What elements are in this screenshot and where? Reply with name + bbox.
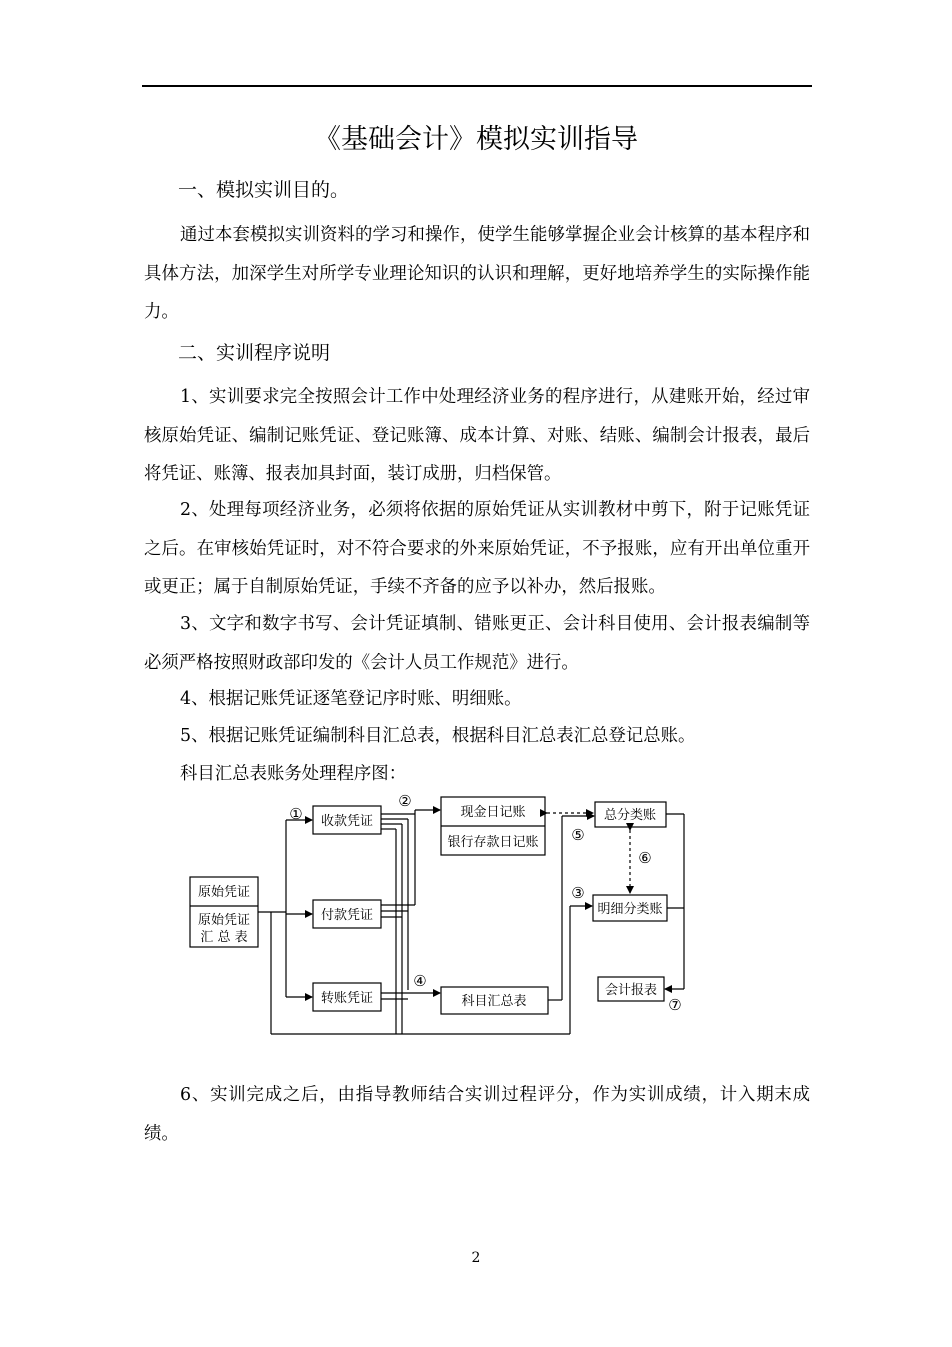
step-1-label: ① xyxy=(289,805,303,823)
original-summary-label-2: 汇 总 表 xyxy=(200,930,248,945)
item-6: 6、实训完成之后，由指导教师结合实训过程评分，作为实训成绩，计入期末成绩。 xyxy=(144,1085,810,1144)
step-6-label: ⑥ xyxy=(638,849,652,867)
section2-heading: 二、实训程序说明 xyxy=(178,342,331,364)
item-5: 5、根据记账凭证编制科目汇总表，根据科目汇总表汇总登记总账。 xyxy=(180,726,696,746)
general-ledger-label: 总分类账 xyxy=(603,808,657,823)
step-7-label: ⑦ xyxy=(668,996,682,1014)
step-2-label: ② xyxy=(398,792,412,810)
bank-journal-label: 银行存款日记账 xyxy=(447,835,539,850)
item-2: 2、处理每项经济业务，必须将依据的原始凭证从实训教材中剪下，附于记账凭证之后。在审核始凭证时，对不符合要求的外来原始凭证，不予报账，应有开出单位重开或更正；属于自制原始凭证，手续不齐备的应予以补办，然后报账。 xyxy=(144,500,810,597)
financial-report-label: 会计报表 xyxy=(604,983,658,998)
section1-paragraph: 通过本套模拟实训资料的学习和操作，使学生能够掌握企业会计核算的基本程序和具体方法，加深学生对所学专业理论知识的认识和理解，更好地培养学生的实际操作能力。 xyxy=(144,225,810,322)
original-voucher-label: 原始凭证 xyxy=(197,885,251,900)
original-summary-label-1: 原始凭证 xyxy=(197,913,251,928)
subject-summary-label: 科目汇总表 xyxy=(461,994,527,1009)
document-title: 《基础会计》模拟实训指导 xyxy=(314,124,638,155)
payment-voucher-label: 付款凭证 xyxy=(320,908,374,923)
step-3-label: ③ xyxy=(571,884,585,902)
step-5-label: ⑤ xyxy=(571,826,585,844)
item-1: 1、实训要求完全按照会计工作中处理经济业务的程序进行，从建账开始，经过审核原始凭证、编制记账凭证、登记账簿、成本计算、对账、结账、编制会计报表，最后将凭证、账簿、报表加具封面，装订成册，归档保管。 xyxy=(144,387,810,484)
step-4-label: ④ xyxy=(413,972,427,990)
diagram-caption: 科目汇总表账务处理程序图： xyxy=(180,764,407,784)
item-4: 4、根据记账凭证逐笔登记序时账、明细账。 xyxy=(180,689,522,709)
page-number: 2 xyxy=(471,1250,481,1266)
section1-heading: 一、模拟实训目的。 xyxy=(178,179,350,201)
receipt-voucher-label: 收款凭证 xyxy=(320,814,374,829)
item-3: 3、文字和数字书写、会计凭证填制、错账更正、会计科目使用、会计报表编制等必须严格按照财政部印发的《会计人员工作规范》进行。 xyxy=(144,614,810,673)
transfer-voucher-label: 转账凭证 xyxy=(320,991,374,1006)
subsidiary-ledger-label: 明细分类账 xyxy=(597,902,663,917)
cash-journal-label: 现金日记账 xyxy=(460,805,526,820)
